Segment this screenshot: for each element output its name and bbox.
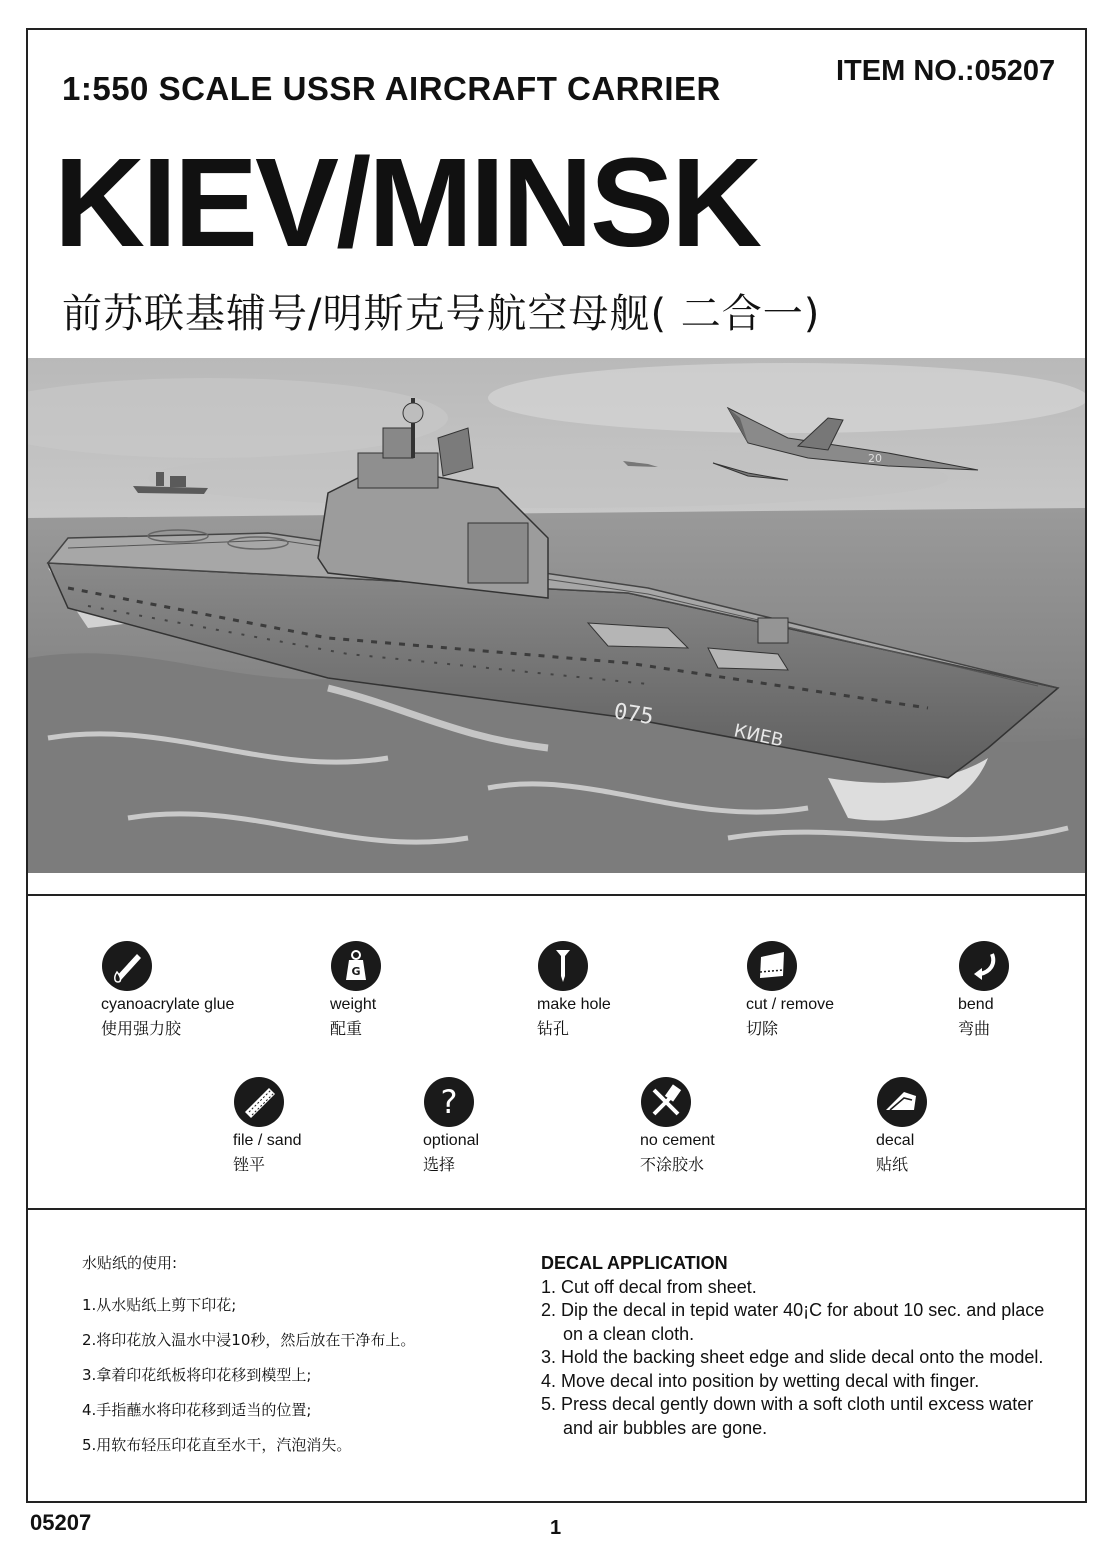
symbol-label-cn: 不涂胶水 — [640, 1155, 705, 1174]
hull-number: 075 — [612, 699, 656, 731]
symbol-label-en: cyanoacrylate glue — [101, 996, 235, 1013]
symbol-cut-remove — [746, 940, 946, 1039]
decal-step-en: 5. Press decal gently down with a soft cloth until excess water and air bubbles are gone. — [541, 1394, 1034, 1438]
ship-name-marking: КИЕВ — [731, 720, 786, 752]
symbol-label-en: bend — [958, 996, 994, 1013]
symbol-no-cement — [640, 1076, 840, 1175]
symbol-label-en: optional — [423, 1132, 480, 1149]
symbol-weight — [330, 940, 530, 1039]
symbol-label-cn: 使用强力胶 — [101, 1019, 182, 1038]
decal-step-cn: 4.手指蘸水将印花移到适当的位置; — [82, 1401, 312, 1419]
decal-step-en: 2. Dip the decal in tepid water 40¡C for about 10 sec. and place on a clean cloth. — [541, 1300, 1045, 1344]
symbol-label-cn: 选择 — [423, 1155, 456, 1174]
symbol-file-sand — [233, 1076, 433, 1175]
drill-icon — [537, 940, 589, 992]
no-cement-icon — [640, 1076, 692, 1128]
cut-icon — [746, 940, 798, 992]
symbol-make-hole — [537, 940, 737, 1039]
symbol-label-en: decal — [876, 1132, 915, 1149]
symbol-label-en: make hole — [537, 996, 611, 1013]
box-art-illustration — [28, 358, 1085, 873]
svg-text:?: ? — [440, 1083, 458, 1121]
svg-text:G: G — [351, 965, 361, 978]
glue-icon — [101, 940, 153, 992]
section-divider — [28, 1208, 1085, 1210]
scale-title: 1:550 SCALE USSR AIRCRAFT CARRIER — [62, 70, 721, 107]
symbol-decal — [876, 1076, 1076, 1175]
decal-instructions-cn — [82, 1252, 415, 1469]
item-number: ITEM NO.:05207 — [836, 55, 1056, 87]
decal-step-en: 3. Hold the backing sheet edge and slide decal onto the model. — [541, 1347, 1044, 1367]
symbol-label-cn: 弯曲 — [958, 1019, 991, 1038]
symbol-glue — [101, 940, 301, 1039]
decal-step-cn: 5.用软布轻压印花直至水干，汽泡消失。 — [82, 1436, 352, 1454]
symbol-label-cn: 钻孔 — [537, 1019, 570, 1038]
chinese-title: 前苏联基辅号/明斯克号航空母舰( 二合一) — [62, 291, 821, 337]
page-number: 1 — [550, 1517, 562, 1539]
section-divider — [28, 894, 1085, 896]
symbol-label-cn: 切除 — [746, 1019, 779, 1038]
symbol-label-en: cut / remove — [746, 996, 835, 1013]
decal-step-cn: 3.拿着印花纸板将印花移到模型上; — [82, 1366, 312, 1384]
aircraft-number: 20 — [868, 452, 882, 465]
decal-instructions-en — [541, 1252, 1061, 1440]
bend-icon — [958, 940, 1010, 992]
symbol-label-cn: 配重 — [330, 1019, 363, 1038]
symbol-label-cn: 贴纸 — [876, 1155, 909, 1174]
decal-step-cn: 2.将印花放入温水中浸10秒，然后放在干净布上。 — [82, 1331, 416, 1349]
symbol-optional — [423, 1076, 623, 1175]
decal-heading-cn: 水贴纸的使用: — [82, 1254, 178, 1272]
decal-heading-en: DECAL APPLICATION — [541, 1253, 728, 1273]
symbol-label-en: weight — [330, 996, 377, 1013]
model-name: KIEV/MINSK — [54, 132, 760, 273]
footer-item-code: 05207 — [30, 1510, 92, 1535]
decal-step-en: 1. Cut off decal from sheet. — [541, 1276, 757, 1297]
weight-icon — [330, 940, 382, 992]
symbol-label-en: file / sand — [233, 1132, 302, 1149]
question-icon — [423, 1076, 475, 1128]
decal-icon — [876, 1076, 928, 1128]
symbol-bend — [958, 940, 1113, 1039]
decal-step-en: 4. Move decal into position by wetting decal with finger. — [541, 1370, 980, 1391]
file-icon — [233, 1076, 285, 1128]
symbol-label-en: no cement — [640, 1132, 715, 1149]
symbol-label-cn: 锉平 — [233, 1155, 266, 1174]
decal-step-cn: 1.从水贴纸上剪下印花; — [82, 1296, 237, 1314]
